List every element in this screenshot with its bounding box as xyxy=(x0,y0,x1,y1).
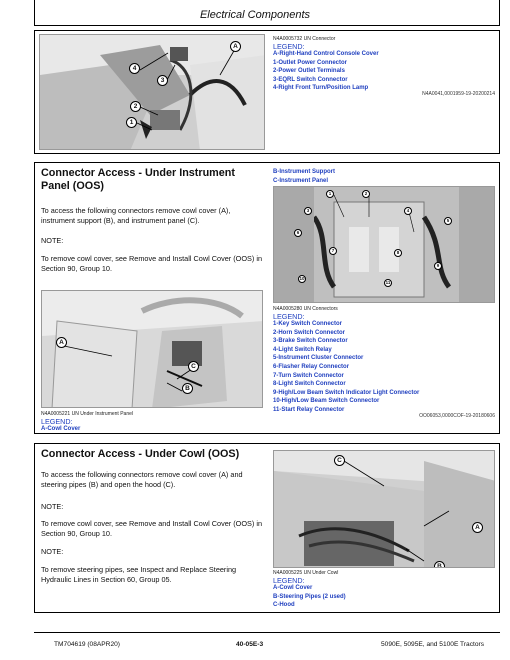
legend-item: 2-Horn Switch Connector xyxy=(273,329,346,336)
section-title: Connector Access - Under Cowl (OOS) xyxy=(41,448,240,460)
connector-panel-1 xyxy=(34,30,500,154)
callout-11: 11 xyxy=(385,280,391,285)
callout-a: A xyxy=(230,41,241,52)
note-text: To remove cowl cover, see Remove and Install Cowl Cover (OOS) in Section 90, Group 10. xyxy=(41,254,263,273)
top-legend-list xyxy=(273,168,335,185)
legend-item: B-Instrument Support xyxy=(273,169,335,175)
reference-code: N4A0041,0001959-19-20200214 xyxy=(422,91,495,97)
console-connector-illustration xyxy=(40,35,265,150)
callout-6: 6 xyxy=(294,229,302,237)
console-connector-photo xyxy=(39,34,265,150)
note-text: To remove steering pipes, see Inspect and Replace Steering Hydraulic Lines in Section 60, Group 05. xyxy=(41,565,237,584)
note-label: NOTE: xyxy=(41,236,64,245)
callout-1: 1 xyxy=(126,117,137,128)
legend-item: A-Cowl Cover xyxy=(41,426,81,432)
legend-item: 2-Power Outlet Terminals xyxy=(273,68,345,75)
callout-8: 8 xyxy=(394,249,402,257)
footer-page-number: 40-05E-3 xyxy=(236,641,264,648)
callout-c: C xyxy=(188,361,199,372)
under-instrument-panel-photo xyxy=(41,290,263,408)
callout-2: 2 xyxy=(362,190,370,198)
figure-caption: N4A0005225 UN Under Cowl xyxy=(273,570,339,576)
legend-item: B-Steering Pipes (2 used) xyxy=(273,593,346,600)
legend-title-left: LEGEND: xyxy=(41,417,73,426)
note-label: NOTE: xyxy=(41,502,64,511)
legend-title: LEGEND: xyxy=(273,312,305,321)
callout-c: C xyxy=(334,455,345,466)
figure-caption-left: N4A0005221 UN Under Instrument Panel xyxy=(41,411,133,417)
callout-4: 4 xyxy=(404,207,412,215)
instrument-panel-illustration xyxy=(42,291,263,408)
connector-panel-2 xyxy=(34,162,500,434)
intro-text: To access the following connectors remove cowl cover (A) and steering pipes (B) and open the hood (C). xyxy=(41,470,243,489)
legend-item: 3-EQRL Switch Connector xyxy=(273,76,348,83)
figure-caption-right: N4A0005280 UN Connectors xyxy=(273,306,338,312)
callout-9: 9 xyxy=(434,262,442,270)
note-label: NOTE: xyxy=(41,547,64,556)
legend-item: A-Cowl Cover xyxy=(273,585,313,591)
callout-2: 2 xyxy=(130,101,141,112)
connector-panel-3 xyxy=(34,443,500,613)
legend-list xyxy=(273,320,419,415)
callout-10: 10 xyxy=(299,276,305,281)
legend-item: 10-High/Low Beam Switch Connector xyxy=(273,398,380,405)
legend-title: LEGEND: xyxy=(273,576,305,585)
legend-item: 1-Outlet Power Connector xyxy=(273,59,348,66)
legend-item: 5-Instrument Cluster Connector xyxy=(273,355,364,362)
header-rule xyxy=(34,25,500,26)
under-cowl-illustration xyxy=(274,451,495,568)
legend-item: 11-Start Relay Connector xyxy=(273,406,345,413)
under-cowl-photo xyxy=(273,450,495,568)
footer-rule xyxy=(34,632,500,633)
callout-5: 5 xyxy=(444,217,452,225)
legend-item: A-Right-Hand Control Console Cover xyxy=(273,51,379,57)
footer-product: 5090E, 5095E, and 5100E Tractors xyxy=(380,641,484,648)
callout-b: B xyxy=(434,561,445,568)
callout-1: 1 xyxy=(326,190,334,198)
callout-a: A xyxy=(56,337,67,348)
legend-item: 3-Brake Switch Connector xyxy=(273,338,348,345)
callout-b: B xyxy=(182,383,193,394)
callout-3: 3 xyxy=(304,207,312,215)
callout-a: A xyxy=(472,522,483,533)
legend-title: LEGEND: xyxy=(273,42,305,51)
legend-item: 4-Light Switch Relay xyxy=(273,346,332,353)
footer-doc-id: TM704619 (08APR20) xyxy=(54,641,120,648)
section-title: Connector Access - Under Instrument Panel (OOS) xyxy=(41,167,235,192)
legend-list xyxy=(273,584,346,610)
connectors-photo xyxy=(273,186,495,303)
legend-item: 8-Light Switch Connector xyxy=(273,381,346,388)
header-right-rule xyxy=(499,0,500,25)
intro-text: To access the following connectors remove cowl cover (A), instrument support (B), and instrument panel (C). xyxy=(41,206,231,225)
page-header-title: Electrical Components xyxy=(199,9,311,21)
callout-3: 3 xyxy=(157,75,168,86)
note-text: To remove cowl cover, see Remove and Install Cowl Cover (OOS) in Section 90, Group 10. xyxy=(41,519,263,538)
legend-item: 6-Flasher Relay Connector xyxy=(273,363,350,370)
legend-item: C-Hood xyxy=(273,602,295,609)
legend-item: 4-Right Front Turn/Position Lamp xyxy=(273,85,369,92)
header-left-rule xyxy=(34,0,35,25)
legend-item: 9-High/Low Beam Switch Indicator Light Connector xyxy=(273,389,420,396)
legend-list xyxy=(273,50,379,93)
legend-item: 7-Turn Switch Connector xyxy=(273,372,344,379)
figure-caption: N4A0005732 UN Connector xyxy=(273,36,336,42)
legend-item: C-Instrument Panel xyxy=(273,177,329,184)
callout-7: 7 xyxy=(329,247,337,255)
reference-code: OO06053,0000COF-19-20180606 xyxy=(419,413,495,419)
callout-4: 4 xyxy=(129,63,140,74)
legend-item: 1-Key Switch Connector xyxy=(273,321,343,327)
